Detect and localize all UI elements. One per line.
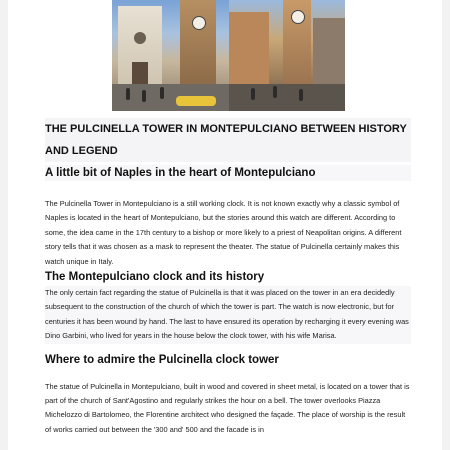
street xyxy=(229,84,345,111)
section-paragraph-naples: The Pulcinella Tower in Montepulciano is a still working clock. It is not known exactly why a classic symbol of Naples is located in the heart of Montepulciano, but the stories around this watch are different. According to some, the idea came in the 17th century to a bishop or more likely to a priest of Neapolitan origins. A different story tells that it was chosen as a mask to represent the theater. The statue of Pulcinella certainly makes this watch unique in Italy. xyxy=(45,199,402,266)
article-title xyxy=(45,118,411,162)
photo-church-square xyxy=(112,0,229,111)
pedestrian xyxy=(142,90,146,102)
building xyxy=(229,12,269,86)
clock-tower xyxy=(180,0,216,86)
article-body xyxy=(45,118,411,437)
document-page xyxy=(8,0,442,450)
pedestrian xyxy=(126,88,130,100)
section-paragraph-where: The statue of Pulcinella in Montepulciano, built in wood and covered in sheet metal, is located on a tower that is part of the church of Sant'Agostino and regularly strikes the hour on a bell. The tower overlooks Piazza Michelozzo di Bartolomeo, the Florentine architect who designed the façade. The place of worship is the result of works carried out between the '300 and' 500 and the facade is in xyxy=(45,381,410,434)
section-heading-naples: A little bit of Naples in the heart of Montepulciano xyxy=(45,165,411,181)
rose-window xyxy=(134,32,146,44)
church-door xyxy=(132,62,148,86)
photo-tower-street xyxy=(229,0,345,111)
section-paragraph-clock-history: The only certain fact regarding the statue of Pulcinella is that it was placed on the tower in an era decidedly subsequent to the construction of the church of which the tower is part. The watch is now electronic, but for centuries it has been wound by hand. The last to have ensured its operation by recharging it every evening was Dino Garbini, who lived for years in the house below the clock tower, with his wife Marisa. xyxy=(45,286,411,344)
section-heading-clock-history: The Montepulciano clock and its history xyxy=(45,271,265,284)
church-facade xyxy=(118,6,162,86)
pedestrian xyxy=(251,88,255,100)
section-heading-where: Where to admire the Pulcinella clock tower xyxy=(45,353,279,366)
article-title-line2: AND LEGEND xyxy=(45,145,118,157)
pedestrian xyxy=(273,86,277,98)
yellow-car xyxy=(176,96,216,106)
clock-face xyxy=(192,16,206,30)
pulcinella-tower xyxy=(283,0,311,86)
building xyxy=(313,18,345,86)
hero-photo-collage xyxy=(112,0,345,111)
clock-face xyxy=(291,10,305,24)
pedestrian xyxy=(299,89,303,101)
article-title-line1: THE PULCINELLA TOWER IN MONTEPULCIANO BETWEEN HISTORY xyxy=(45,123,407,135)
pedestrian xyxy=(160,87,164,99)
